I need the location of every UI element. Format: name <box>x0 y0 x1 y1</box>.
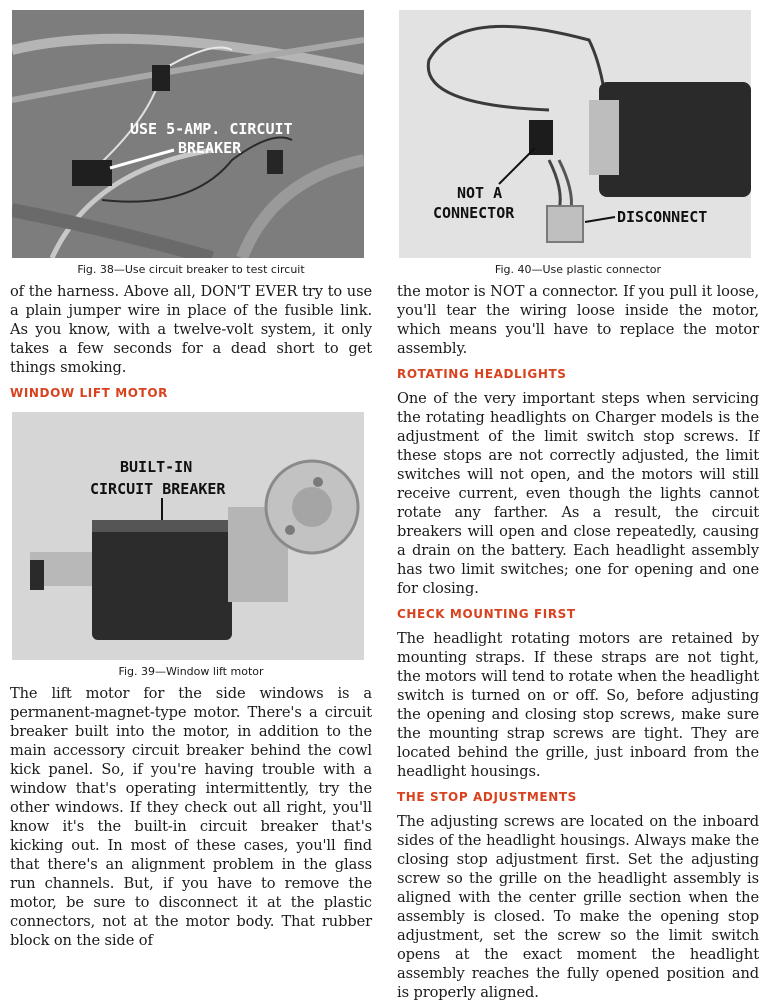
fig40-caption: Fig. 40—Use plastic connector <box>494 263 662 276</box>
fig40-callout-left-line2: CONNECTOR <box>433 204 515 222</box>
left-column <box>10 0 372 950</box>
right-para-2: One of the very important steps when servicing the rotating headlights on Charger models is the adjustment of the limit switch stop screws. If these stops are not correctly adjusted, the limit switches will not open, and the motors will still receive current, even though the lights cannot rotate any farther. As a result, the circuit breakers will open and close repeatedly, causing a drain on the battery. Each headlight assembly has two limit switches; one for opening and one for closing. <box>397 390 759 597</box>
heading-check-mounting-first: CHECK MOUNTING FIRST <box>397 607 576 621</box>
fig40-callout-left-line1: NOT A <box>457 184 503 202</box>
heading-stop-adjustments: THE STOP ADJUSTMENTS <box>397 790 577 804</box>
right-para-3: The headlight rotating motors are retained by mounting straps. If these straps are not tight, the motors will tend to rotate when the headlight switch is turned on or off. So, before adjusting the opening and closing stop screws, make sure the mounting strap screws are tight. They are located behind the grille, just inboard from the headlight housings. <box>397 630 759 780</box>
fig40-callout-right: DISCONNECT <box>617 208 708 226</box>
fig40-illustration <box>399 10 751 258</box>
fig39-illustration <box>12 412 364 660</box>
fig38-callout-line1: USE 5-AMP. CIRCUIT <box>130 120 293 138</box>
right-para-1: the motor is NOT a connector. If you pull it loose, you'll tear the wiring loose inside the motor, which means you'll have to replace the motor assembly. <box>397 283 759 357</box>
fig39-callout-line1: BUILT-IN <box>120 458 193 476</box>
fig38-caption: Fig. 38—Use circuit breaker to test circuit <box>77 263 305 276</box>
fig38-photo <box>12 10 364 258</box>
left-para-2: The lift motor for the side windows is a permanent-magnet-type motor. There's a circuit breaker built into the motor, in addition to the main accessory circuit breaker behind the cowl kick panel. So, if you're having trouble with a window that's operating intermittently, try the other windows. If they check out all right, you'll know it's the built-in circuit breaker that's kicking out. In most of these cases, you'll find that there's an alignment problem in the glass run channels. But, if you have to remove the motor, be sure to disconnect it at the plastic connectors, not at the motor body. That rubber block on the side of <box>10 685 372 949</box>
fig40-photo <box>399 10 751 258</box>
fig38-callout-line2: BREAKER <box>178 139 242 157</box>
fig39-caption: Fig. 39—Window lift motor <box>118 665 264 678</box>
fig38-illustration <box>12 10 364 258</box>
fig39-callout-line2: CIRCUIT BREAKER <box>90 480 226 498</box>
right-para-4: The adjusting screws are located on the inboard sides of the headlight housings. Always make the closing stop adjustment first. Set the adjusting screw so the grille on the headlight assembly is aligned with the center grille section when the assembly is closed. To make the opening stop adjustment, set the screw so the limit switch opens at the exact moment the headlight assembly reaches the fully opened position and is properly aligned. <box>397 813 759 1001</box>
right-column <box>397 0 759 1002</box>
fig39-photo <box>12 412 364 660</box>
heading-rotating-headlights: ROTATING HEADLIGHTS <box>397 367 567 381</box>
left-para-1: of the harness. Above all, DON'T EVER try to use a plain jumper wire in place of the fusible link. As you know, with a twelve-volt system, it only takes a few seconds for a dead short to get things smoking. <box>10 283 372 376</box>
heading-window-lift-motor: WINDOW LIFT MOTOR <box>10 386 168 400</box>
